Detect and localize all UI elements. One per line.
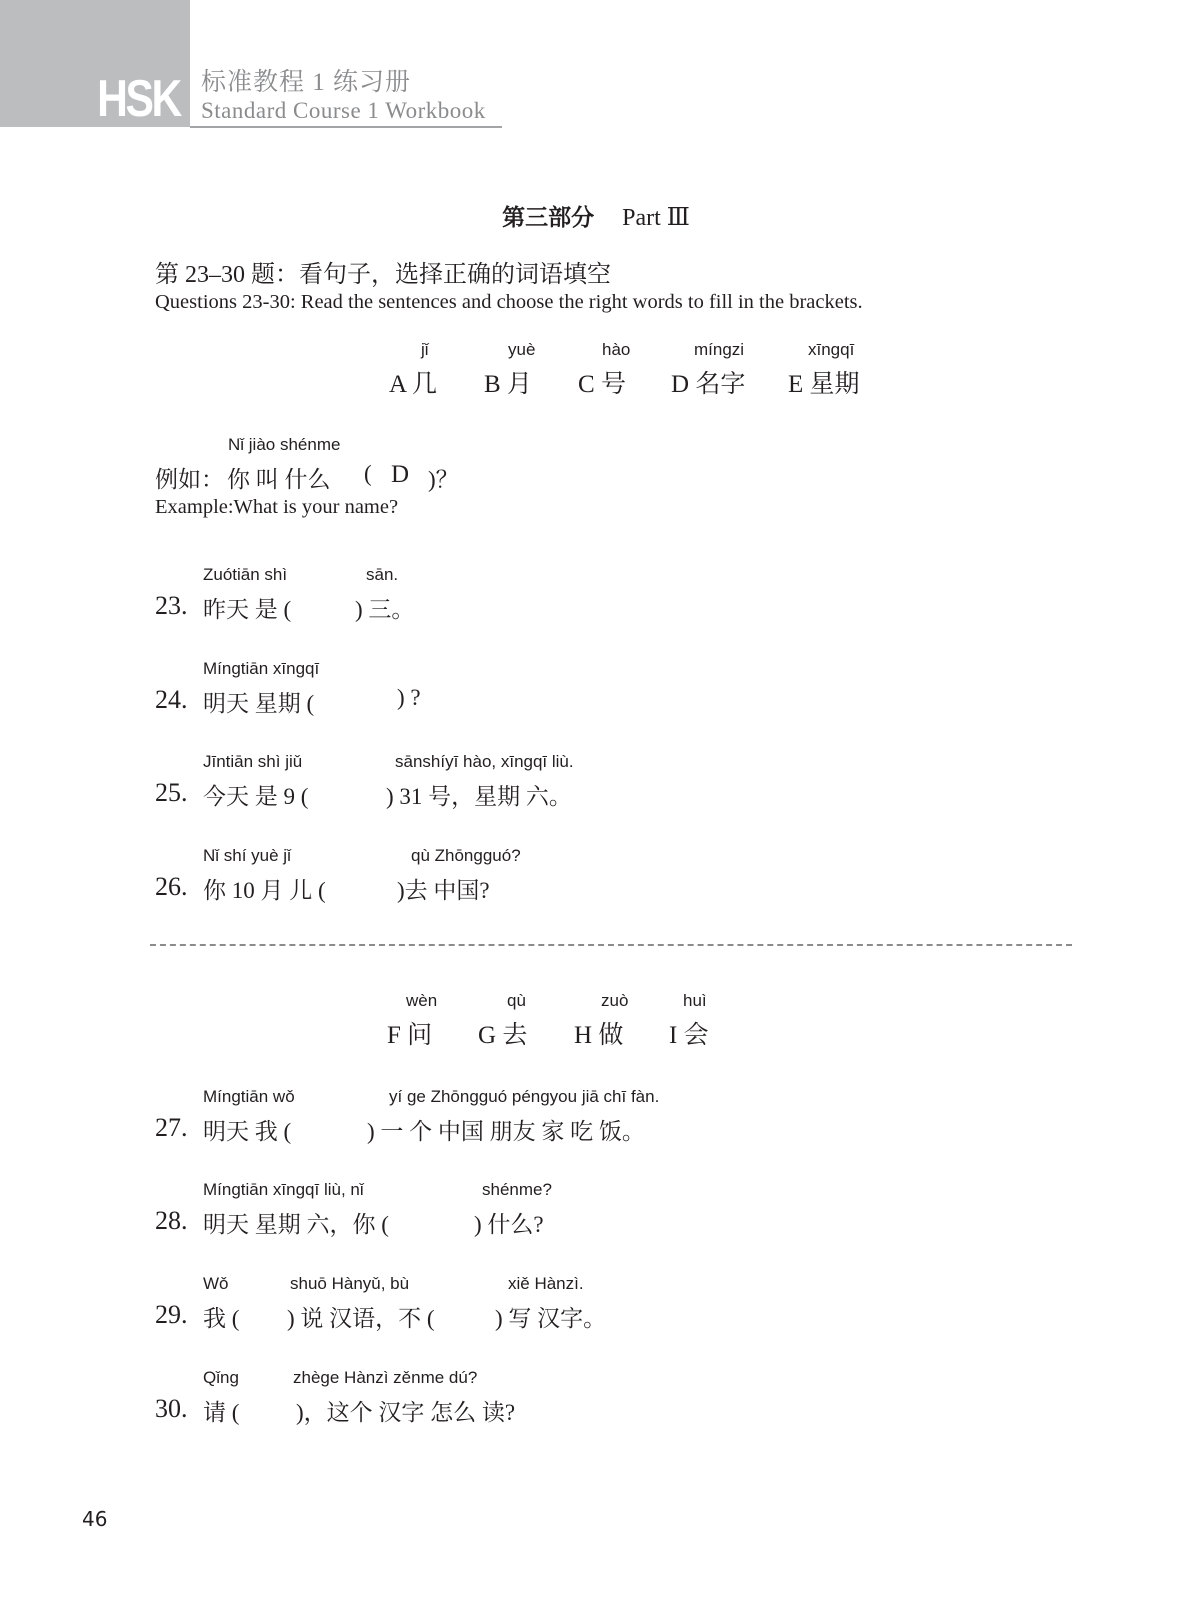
section-title-english: Part Ⅲ (622, 205, 690, 231)
question-pinyin: Wǒ (203, 1274, 229, 1293)
question-pinyin: yí ge Zhōngguó péngyou jiā chī fàn. (389, 1087, 660, 1106)
question-pinyin: Míngtiān xīngqī (203, 659, 320, 678)
example-close-bracket: )？ (428, 467, 459, 492)
question-number: 24. (155, 685, 188, 714)
question-pinyin: sān. (366, 565, 399, 584)
word-bank-option-d: D 名字 (671, 371, 746, 398)
example-answer: D (391, 461, 410, 488)
question-pinyin: sānshíyī hào, xīngqī liù. (395, 752, 574, 771)
word-bank-pinyin: xīngqī (808, 340, 855, 359)
question-text: 明天 我 ( (203, 1119, 292, 1144)
question-text: ) 什么? (474, 1212, 544, 1237)
page-number: 46 (82, 1507, 108, 1531)
question-23 (0, 565, 1192, 645)
word-bank-option-b: B 月 (484, 371, 532, 398)
word-bank-option-e: E 星期 (788, 371, 860, 398)
question-pinyin: Jīntiān shì jiǔ (203, 752, 303, 771)
instructions-english: Questions 23-30: Read the sentences and choose the right words to fill in the brackets. (155, 291, 863, 313)
word-bank-pinyin: míngzi (694, 340, 745, 359)
question-pinyin: Míngtiān wǒ (203, 1087, 295, 1106)
question-30 (0, 1368, 1192, 1448)
question-27 (0, 1087, 1192, 1167)
word-bank-pinyin: huì (683, 991, 707, 1010)
question-text: ) 说 汉语，不 ( (287, 1306, 435, 1331)
question-number: 30. (155, 1394, 188, 1423)
word-bank-option-c: C 号 (578, 371, 626, 398)
example-label: 例如： (155, 467, 224, 492)
question-text: 请 ( (203, 1400, 240, 1425)
question-29 (0, 1274, 1192, 1354)
header-rule (190, 126, 502, 128)
example-pinyin: Nǐ jiào shénme (228, 435, 341, 454)
question-number: 27. (155, 1113, 188, 1142)
question-text: 昨天 是 ( (203, 597, 292, 622)
instructions-chinese: 第 23–30 题：看句子，选择正确的词语填空 (155, 262, 611, 288)
word-bank-pinyin: hào (602, 340, 631, 359)
word-bank-pinyin: zuò (601, 991, 629, 1010)
dashed-divider (150, 944, 1072, 946)
question-pinyin: qù Zhōngguó? (411, 846, 521, 865)
question-text: ) 三。 (355, 597, 415, 622)
question-text: ) ? (397, 685, 421, 710)
question-text: )，这个 汉字 怎么 读? (296, 1400, 516, 1425)
question-26 (0, 846, 1192, 926)
header-band (0, 0, 190, 127)
word-bank-option-i: I 会 (669, 1022, 709, 1049)
question-text: ) 写 汉字。 (495, 1306, 607, 1331)
word-bank-option-f: F 问 (387, 1022, 433, 1049)
section-title (0, 199, 1192, 232)
question-text: 明天 星期 ( (203, 691, 315, 716)
question-24 (0, 659, 1192, 739)
question-text: )去 中国? (397, 878, 490, 903)
question-pinyin: zhège Hànzì zěnme dú? (293, 1368, 478, 1387)
question-pinyin: Zuótiān shì (203, 565, 288, 584)
question-25 (0, 752, 1192, 832)
book-title-chinese: 标准教程 1 练习册 (201, 69, 412, 96)
question-text: 明天 星期 六，你 ( (203, 1212, 389, 1237)
question-pinyin: Qǐng (203, 1368, 239, 1387)
question-text: 今天 是 9 ( (203, 784, 309, 809)
word-bank-pinyin: yuè (508, 340, 536, 359)
question-pinyin: Nǐ shí yuè jǐ (203, 846, 291, 865)
question-pinyin: shuō Hànyǔ, bù (290, 1274, 410, 1293)
word-bank-option-h: H 做 (574, 1022, 624, 1049)
section-title-chinese: 第三部分 (502, 205, 595, 231)
example-open-bracket: ( (364, 461, 372, 486)
word-bank-pinyin: qù (507, 991, 526, 1010)
example-sentence: 你 叫 什么 (227, 467, 331, 492)
hsk-logo: HSK (97, 70, 180, 128)
question-text: ) 一 个 中国 朋友 家 吃 饭。 (367, 1119, 645, 1144)
question-pinyin: shénme? (482, 1180, 552, 1199)
question-number: 26. (155, 872, 188, 901)
word-bank-option-a: A 几 (389, 371, 437, 398)
word-bank-pinyin: jǐ (421, 340, 429, 359)
question-text: ) 31 号，星期 六。 (386, 784, 572, 809)
question-text: 你 10 月 儿 ( (203, 878, 326, 903)
question-number: 28. (155, 1206, 188, 1235)
word-bank-pinyin: wèn (406, 991, 438, 1010)
example-translation: Example:What is your name? (155, 496, 399, 518)
question-28 (0, 1180, 1192, 1260)
question-number: 29. (155, 1300, 188, 1329)
question-number: 23. (155, 591, 188, 620)
book-title-english: Standard Course 1 Workbook (201, 98, 486, 123)
question-number: 25. (155, 778, 188, 807)
question-text: 我 ( (203, 1306, 240, 1331)
question-pinyin: Míngtiān xīngqī liù, nǐ (203, 1180, 364, 1199)
word-bank-option-g: G 去 (478, 1022, 528, 1049)
question-pinyin: xiě Hànzì. (508, 1274, 584, 1293)
